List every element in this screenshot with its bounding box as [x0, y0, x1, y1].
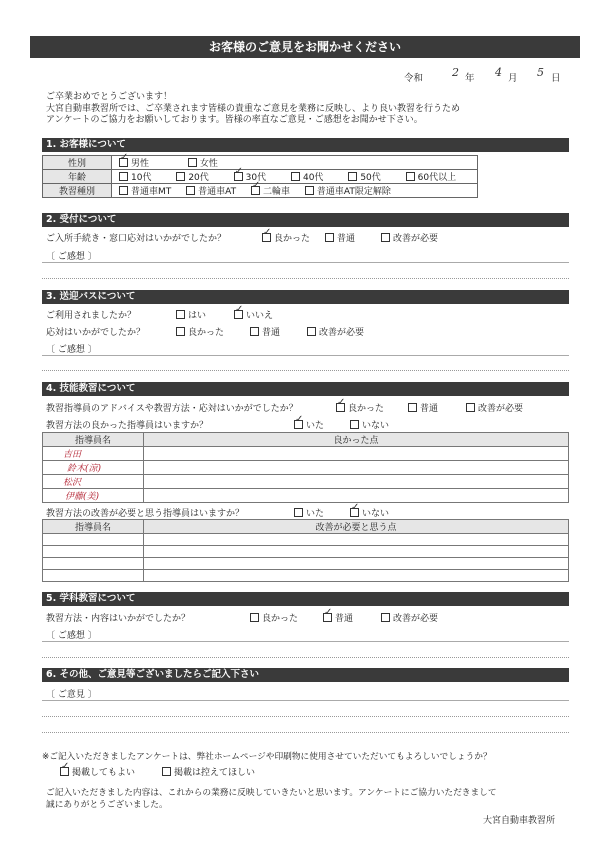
s2-question: ご入所手続き・窓口応対はいかがでしたか？: [46, 234, 227, 244]
s3-option-yes: はい: [188, 311, 207, 321]
divider: [42, 262, 569, 263]
checkbox-female[interactable]: [188, 158, 197, 167]
improve-name-cell[interactable]: [43, 570, 144, 582]
option-10s: 10代: [131, 173, 152, 183]
improve-instructor-table: [42, 519, 569, 582]
s3-option-no: いいえ: [246, 311, 274, 321]
improve-name-cell[interactable]: [43, 558, 144, 570]
good-instructor-name: 鈴木(涼): [67, 464, 102, 474]
option-50s: 50代: [360, 173, 381, 183]
improve-point-cell[interactable]: [144, 534, 569, 546]
checkbox-s3-good[interactable]: [176, 327, 185, 336]
s5-question: 教習方法・内容はいかがでしたか？: [46, 614, 191, 624]
section-6-header: 6. その他、ご意見等ございましたらご記入下さい: [42, 668, 569, 682]
date-day: 5: [537, 66, 544, 79]
divider: [42, 732, 569, 733]
good-table-header-point: 良かった点: [144, 433, 569, 447]
section-5-header: 5. 学科教習について: [42, 592, 569, 606]
age-label: 年齢: [43, 170, 112, 184]
good-point-cell[interactable]: [144, 461, 569, 475]
good-instructor-name: 吉田: [63, 450, 82, 460]
date-month: 4: [495, 66, 502, 79]
option-20s: 20代: [188, 173, 209, 183]
section-3-header: 3. 送迎バスについて: [42, 290, 569, 304]
option-at: 普通車AT: [198, 187, 237, 197]
improve-point-cell[interactable]: [144, 558, 569, 570]
divider: [42, 716, 569, 717]
improve-table-header-point: 改善が必要と思う点: [144, 520, 569, 534]
divider: [42, 657, 569, 658]
checkbox-s4-q3-yes[interactable]: [294, 508, 303, 517]
good-instructor-name: 松沢: [63, 478, 82, 488]
s5-option-improve: 改善が必要: [393, 614, 439, 624]
s3-option-good: 良かった: [188, 328, 225, 338]
s3-question-1: ご利用されましたか？: [46, 311, 137, 321]
checkbox-40s[interactable]: [291, 172, 300, 181]
s5-option-good: 良かった: [262, 614, 299, 624]
checkbox-20s[interactable]: [176, 172, 185, 181]
good-point-cell[interactable]: [144, 489, 569, 503]
good-point-cell[interactable]: [144, 447, 569, 461]
consent-question: ※ご記入いただきましたアンケートは、弊社ホームページや印刷物に使用させていただいてもよろしいでしょうか？: [42, 752, 492, 762]
s4-option-normal: 普通: [420, 404, 439, 414]
s5-comment-label: 〔 ご感想 〕: [46, 631, 97, 641]
course-type-row: [43, 184, 478, 198]
course-type-label: 教習種別: [43, 184, 112, 198]
checkbox-s5-normal[interactable]: [323, 613, 332, 622]
checkbox-male[interactable]: [119, 158, 128, 167]
checkbox-s4-improve[interactable]: [466, 403, 475, 412]
page-title: お客様のご意見をお聞かせください: [30, 36, 580, 58]
s4-question-1: 教習指導員のアドバイスや教習方法・応対はいかがでしたか？: [46, 404, 298, 414]
option-30s: 30代: [245, 173, 267, 183]
checkbox-consent-no[interactable]: [162, 767, 171, 776]
option-60s-plus: 60代以上: [417, 173, 457, 183]
intro-line-1: ご卒業おめでとうございます！: [46, 92, 173, 102]
section-2-header: 2. 受付について: [42, 213, 569, 227]
good-point-cell[interactable]: [144, 475, 569, 489]
checkbox-mt[interactable]: [119, 186, 128, 195]
checkbox-s3-no[interactable]: [234, 310, 243, 319]
organization-name: 大宮自動車教習所: [482, 816, 555, 826]
checkbox-s4-q3-no[interactable]: [350, 508, 359, 517]
s4-question-3: 教習方法の改善が必要と思う指導員はいますか？: [46, 509, 245, 519]
improve-table-header-name: 指導員名: [43, 520, 144, 534]
closing-line-2: 誠にありがとうございました。: [46, 800, 168, 810]
date-era: 令和: [404, 73, 424, 84]
s4-q2-option-yes: いた: [306, 421, 325, 431]
s3-question-2: 応対はいかがでしたか？: [46, 328, 146, 338]
checkbox-10s[interactable]: [119, 172, 128, 181]
checkbox-s4-q2-no[interactable]: [350, 420, 359, 429]
gender-label: 性別: [43, 156, 112, 170]
date-month-unit: 月: [508, 73, 518, 84]
consent-option-no: 掲載は控えてほしい: [174, 768, 256, 778]
checkbox-s2-normal[interactable]: [325, 233, 334, 242]
checkbox-at-limit-release[interactable]: [305, 186, 314, 195]
good-instructor-table: [42, 432, 569, 503]
customer-info-table: [42, 155, 478, 198]
checkbox-consent-yes[interactable]: [60, 767, 69, 776]
s3-option-improve: 改善が必要: [319, 328, 365, 338]
s2-option-normal: 普通: [337, 234, 356, 244]
checkbox-motorcycle[interactable]: [251, 186, 260, 195]
option-motorcycle: 二輪車: [262, 187, 290, 197]
checkbox-s4-q2-yes[interactable]: [294, 420, 303, 429]
checkbox-s3-yes[interactable]: [176, 310, 185, 319]
checkbox-s3-improve[interactable]: [307, 327, 316, 336]
option-female: 女性: [199, 159, 218, 169]
s4-option-improve: 改善が必要: [478, 404, 524, 414]
divider: [42, 370, 569, 371]
option-male: 男性: [131, 159, 150, 169]
gender-row: [43, 156, 478, 170]
checkbox-s4-good[interactable]: [336, 403, 345, 412]
checkbox-at[interactable]: [186, 186, 195, 195]
checkbox-s5-improve[interactable]: [381, 613, 390, 622]
good-instructor-name: 伊藤(美): [65, 492, 100, 502]
s3-option-normal: 普通: [262, 328, 281, 338]
closing-line-1: ご記入いただきました内容は、これからの業務に反映していきたいと思います。アンケートにご協力いただきまして: [46, 788, 497, 798]
checkbox-s4-normal[interactable]: [408, 403, 417, 412]
s6-comment-label: 〔 ご意見 〕: [46, 690, 97, 700]
improve-name-cell[interactable]: [43, 534, 144, 546]
section-1-header: 1. お客様について: [42, 138, 569, 152]
checkbox-30s[interactable]: [234, 172, 243, 181]
s4-q3-option-no: いない: [362, 509, 390, 519]
date-year: 2: [452, 66, 459, 79]
option-40s: 40代: [302, 173, 324, 183]
checkbox-50s[interactable]: [348, 172, 357, 181]
s2-comment-label: 〔 ご感想 〕: [46, 252, 97, 262]
option-at-limit-release: 普通車AT限定解除: [316, 187, 391, 197]
s4-q2-option-no: いない: [362, 421, 390, 431]
improve-name-cell[interactable]: [43, 546, 144, 558]
s4-option-good: 良かった: [348, 404, 385, 414]
s3-comment-label: 〔 ご感想 〕: [46, 345, 97, 355]
intro-text: [46, 92, 576, 127]
divider: [42, 700, 569, 701]
checkbox-s5-good[interactable]: [250, 613, 259, 622]
checkbox-s2-good[interactable]: [262, 233, 271, 242]
s5-option-normal: 普通: [335, 614, 354, 624]
divider: [42, 641, 569, 642]
consent-option-yes: 掲載してもよい: [72, 768, 136, 778]
checkbox-60s-plus[interactable]: [406, 172, 415, 181]
s2-option-good: 良かった: [274, 234, 311, 244]
divider: [42, 278, 569, 279]
s4-question-2: 教習方法の良かった指導員はいますか？: [46, 421, 209, 431]
intro-line-3: アンケートのご協力をお願いしております。皆様の率直なご意見・ご感想をお聞かせ下さい。: [46, 115, 423, 125]
date-year-unit: 年: [465, 73, 475, 84]
improve-point-cell[interactable]: [144, 546, 569, 558]
checkbox-s2-improve[interactable]: [381, 233, 390, 242]
intro-line-2: 大宮自動車教習所では、ご卒業されます皆様の貴重なご意見を業務に反映し、より良い教習を行うため: [46, 103, 461, 114]
divider: [42, 355, 569, 356]
s2-option-improve: 改善が必要: [393, 234, 439, 244]
checkbox-s3-normal[interactable]: [250, 327, 259, 336]
s4-q3-option-yes: いた: [306, 509, 325, 519]
improve-point-cell[interactable]: [144, 570, 569, 582]
good-table-header-name: 指導員名: [43, 433, 144, 447]
section-4-header: 4. 技能教習について: [42, 382, 569, 396]
option-mt: 普通車MT: [131, 187, 172, 197]
date-day-unit: 日: [551, 73, 561, 84]
